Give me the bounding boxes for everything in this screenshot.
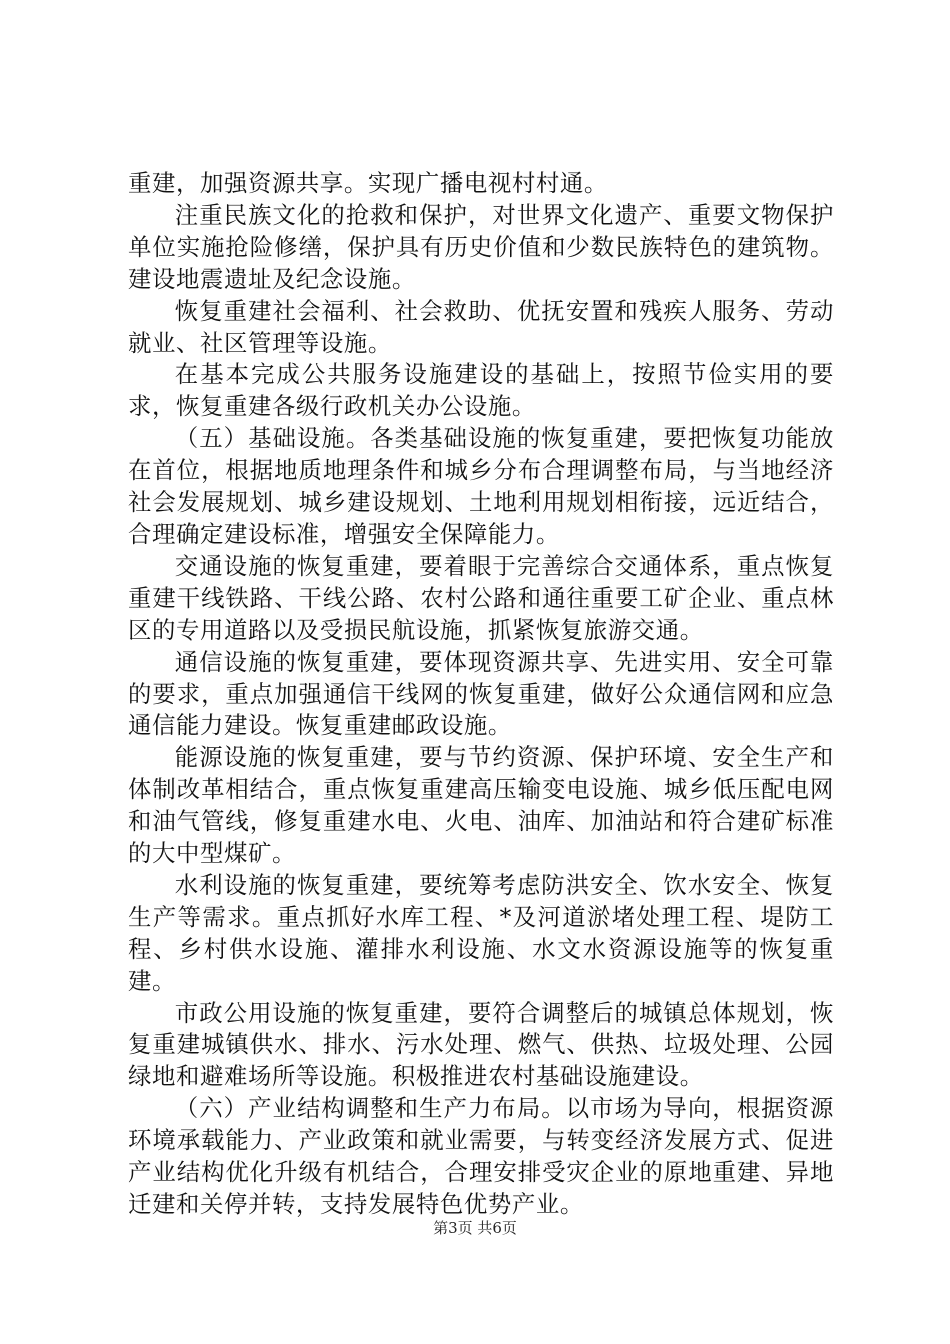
paragraph-5: （五）基础设施。各类基础设施的恢复重建，要把恢复功能放在首位，根据地质地理条件和城乡分布合理调整布局，与当地经济社会发展规划、城乡建设规划、土地利用规划相衔接，远近结合，合理确定建设标准，增强安全保障能力。	[128, 424, 834, 548]
page-number-footer: 第3页 共6页	[433, 1219, 517, 1237]
paragraph-11: （六）产业结构调整和生产力布局。以市场为导向，根据资源环境承载能力、产业政策和就业需要，与转变经济发展方式、促进产业结构优化升级有机结合，合理安排受灾企业的原地重建、异地迁建和关停并转，支持发展特色优势产业。	[128, 1094, 834, 1218]
paragraph-6: 交通设施的恢复重建，要着眼于完善综合交通体系，重点恢复重建干线铁路、干线公路、农村公路和通往重要工矿企业、重点林区的专用道路以及受损民航设施，抓紧恢复旅游交通。	[128, 551, 834, 644]
paragraph-4: 在基本完成公共服务设施建设的基础上，按照节俭实用的要求，恢复重建各级行政机关办公设施。	[128, 360, 834, 421]
paragraph-9: 水利设施的恢复重建，要统筹考虑防洪安全、饮水安全、恢复生产等需求。重点抓好水库工程、*及河道淤堵处理工程、堤防工程、乡村供水设施、灌排水利设施、水文水资源设施等的恢复重建。	[128, 870, 834, 995]
paragraph-1: 重建，加强资源共享。实现广播电视村村通。	[128, 169, 608, 197]
paragraph-7: 通信设施的恢复重建，要体现资源共享、先进实用、安全可靠的要求，重点加强通信干线网的恢复重建，做好公众通信网和应急通信能力建设。恢复重建邮政设施。	[128, 647, 834, 740]
paragraph-10: 市政公用设施的恢复重建，要符合调整后的城镇总体规划，恢复重建城镇供水、排水、污水处理、燃气、供热、垃圾处理、公园绿地和避难场所等设施。积极推进农村基础设施建设。	[128, 998, 834, 1091]
paragraph-2: 注重民族文化的抢救和保护，对世界文化遗产、重要文物保护单位实施抢险修缮，保护具有历史价值和少数民族特色的建筑物。建设地震遗址及纪念设施。	[128, 200, 834, 293]
paragraph-3: 恢复重建社会福利、社会救助、优抚安置和残疾人服务、劳动就业、社区管理等设施。	[128, 296, 834, 357]
paragraph-8: 能源设施的恢复重建，要与节约资源、保护环境、安全生产和体制改革相结合，重点恢复重建高压输变电设施、城乡低压配电网和油气管线，修复重建水电、火电、油库、加油站和符合建矿标准的大中型煤矿。	[128, 743, 834, 868]
document-body	[128, 168, 834, 1221]
